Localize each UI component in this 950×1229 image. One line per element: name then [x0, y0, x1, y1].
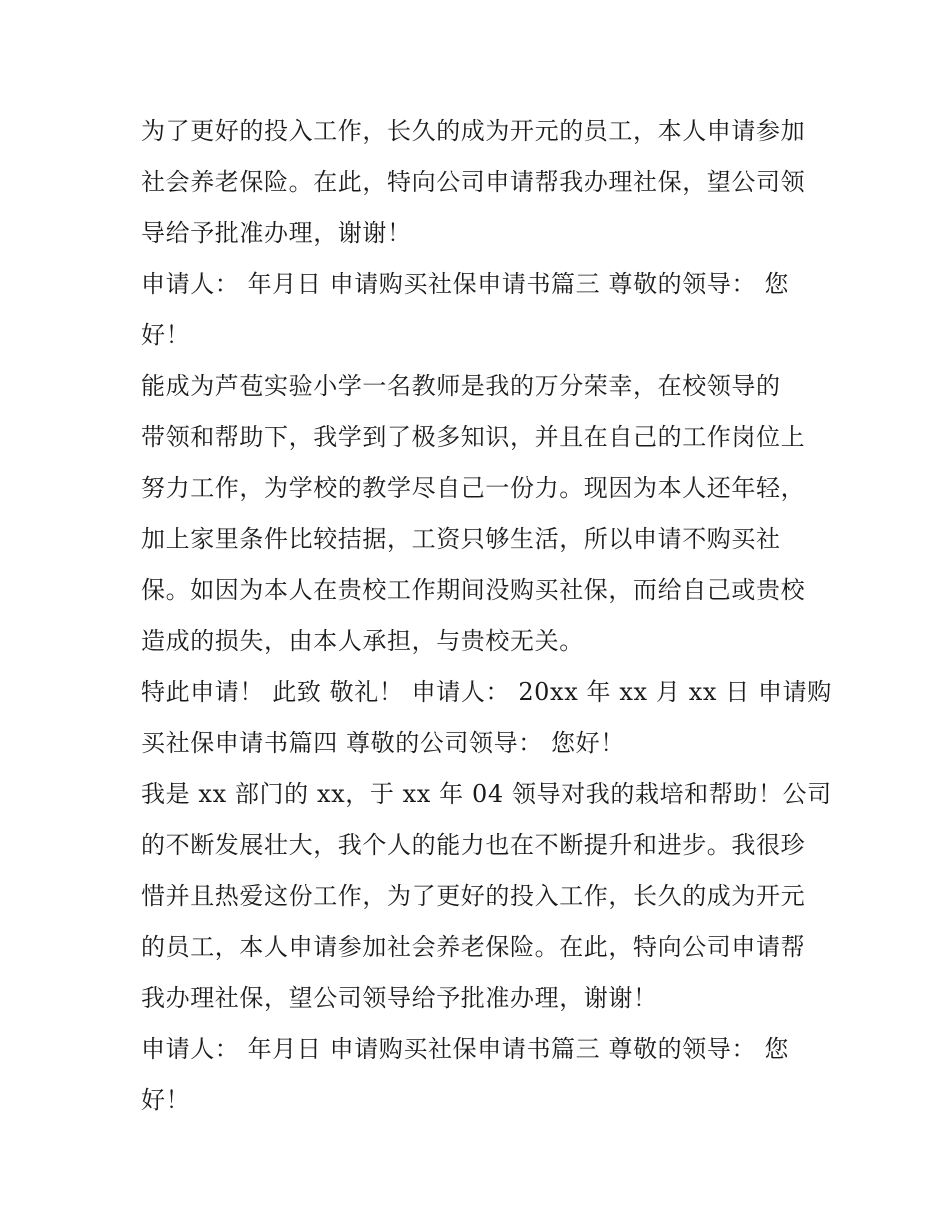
document-body	[141, 106, 832, 1126]
text-line: 买社保申请书篇四 尊敬的公司领导： 您好！	[141, 729, 625, 757]
text-line: 能成为芦苞实验小学一名教师是我的万分荣幸，在校领导的	[141, 372, 781, 400]
text-line: 好！	[141, 321, 191, 349]
text-line: 我办理社保，望公司领导给予批准办理，谢谢！	[141, 984, 658, 1012]
text-line: 的不断发展壮大，我个人的能力也在不断提升和进步。我很珍	[141, 831, 806, 859]
text-line: 社会养老保险。在此，特向公司申请帮我办理社保，望公司领	[141, 168, 806, 196]
text-line: 我是 xx 部门的 xx，于 xx 年 04 领导对我的栽培和帮助！公司	[141, 780, 832, 808]
text-line: 造成的损失，由本人承担，与贵校无关。	[141, 627, 584, 655]
text-line: 特此申请！ 此致 敬礼！ 申请人： 20xx 年 xx 月 xx 日 申请购	[141, 678, 832, 706]
text-line: 加上家里条件比较拮据，工资只够生活，所以申请不购买社	[141, 525, 781, 553]
text-line: 好！	[141, 1086, 191, 1114]
text-line: 的员工，本人申请参加社会养老保险。在此，特向公司申请帮	[141, 933, 806, 961]
text-line: 努力工作，为学校的教学尽自己一份力。现因为本人还年轻，	[141, 474, 806, 502]
text-line: 导给予批准办理，谢谢！	[141, 219, 412, 247]
text-line: 为了更好的投入工作，长久的成为开元的员工，本人申请参加	[141, 117, 806, 145]
text-line: 申请人： 年月日 申请购买社保申请书篇三 尊敬的领导： 您	[141, 1035, 789, 1063]
text-line: 申请人： 年月日 申请购买社保申请书篇三 尊敬的领导： 您	[141, 270, 789, 298]
text-line: 带领和帮助下，我学到了极多知识，并且在自己的工作岗位上	[141, 423, 806, 451]
text-line: 保。如因为本人在贵校工作期间没购买社保，而给自己或贵校	[141, 576, 806, 604]
text-line: 惜并且热爱这份工作，为了更好的投入工作，长久的成为开元	[141, 882, 806, 910]
